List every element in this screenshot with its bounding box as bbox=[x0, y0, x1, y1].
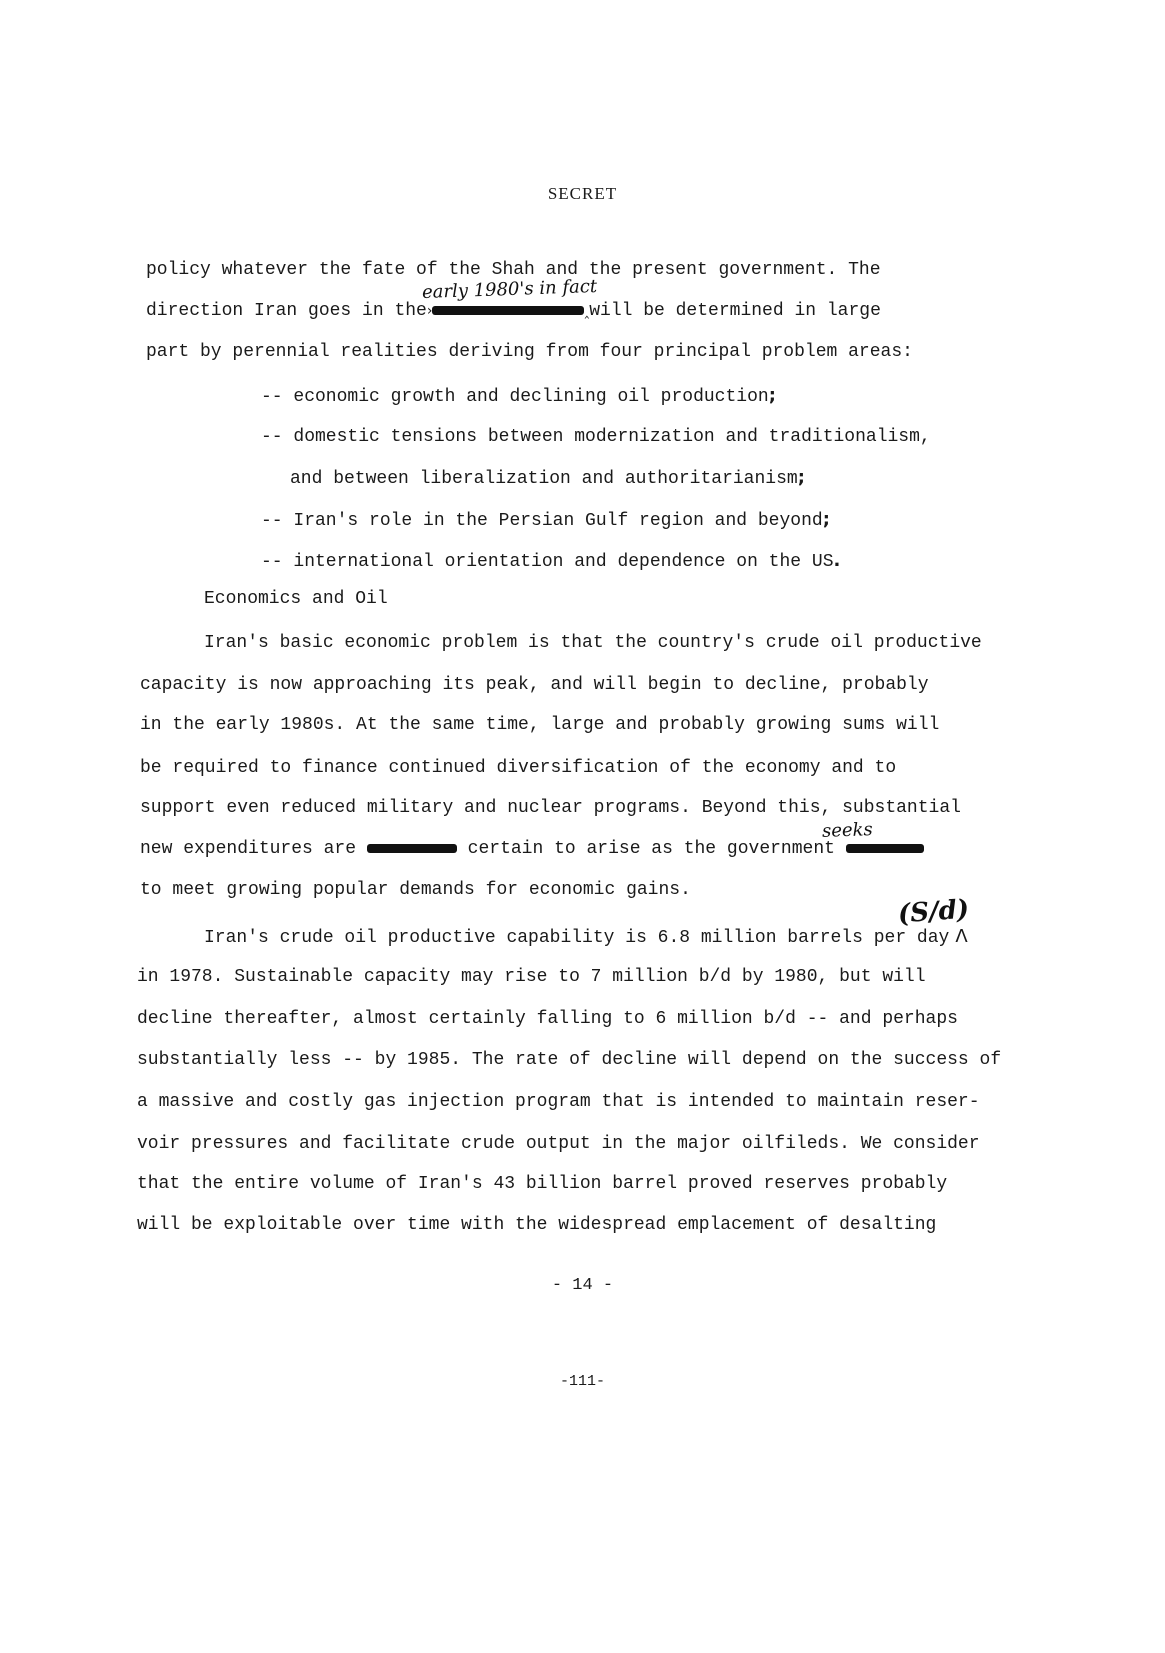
paragraph-1-line: support even reduced military and nuclear programs. Beyond this, substantial bbox=[140, 798, 961, 818]
classification-header: SECRET bbox=[547, 184, 618, 203]
handwritten-classification-mark: (S/d) bbox=[897, 894, 971, 930]
paragraph-1-line: be required to finance continued diversification of the economy and to bbox=[140, 758, 897, 778]
intro-line-2-end: will be determined in large bbox=[589, 301, 881, 321]
insertion-caret-icon: › bbox=[426, 303, 433, 319]
paragraph-2-line: Iran's crude oil productive capability is 6.8 million barrels per day Λ bbox=[204, 926, 968, 948]
list-item: -- domestic tensions between modernization and traditionalism, bbox=[261, 427, 931, 447]
paragraph-1-line: to meet growing popular demands for economic gains. bbox=[140, 880, 691, 900]
paragraph-2-line: that the entire volume of Iran's 43 billion barrel proved reserves probably bbox=[137, 1174, 948, 1194]
paragraph-2-line: voir pressures and facilitate crude output in the major oilfileds. We consider bbox=[137, 1134, 980, 1154]
paragraph-1-line: new expenditures are certain to arise as the government bbox=[140, 838, 924, 860]
paragraph-2-line: will be exploitable over time with the widespread emplacement of desalting bbox=[137, 1215, 937, 1235]
redaction-strike bbox=[846, 844, 924, 853]
redaction-strike bbox=[432, 306, 584, 315]
insertion-caret-icon: ‸ bbox=[584, 303, 590, 319]
paragraph-2-line: a massive and costly gas injection program that is intended to maintain reser- bbox=[137, 1092, 980, 1112]
paragraph-2-line: in 1978. Sustainable capacity may rise to 7 million b/d by 1980, but will bbox=[137, 967, 926, 987]
intro-line-1: policy whatever the fate of the Shah and the present government. The bbox=[146, 260, 881, 280]
list-item-continuation: and between liberalization and authoritarianism; bbox=[290, 467, 805, 489]
paragraph-2-line: decline thereafter, almost certainly falling to 6 million b/d -- and perhaps bbox=[137, 1009, 958, 1029]
paragraph-1-line: Iran's basic economic problem is that the country's crude oil productive bbox=[204, 633, 982, 653]
list-item: -- international orientation and dependence on the US. bbox=[261, 550, 841, 572]
list-item: -- economic growth and declining oil production; bbox=[261, 385, 776, 407]
list-item: -- Iran's role in the Persian Gulf region and beyond; bbox=[261, 509, 830, 531]
handwritten-insert-early-1980s: early 1980's in fact bbox=[421, 275, 598, 304]
intro-line-2 bbox=[146, 300, 881, 322]
redaction-strike bbox=[367, 844, 457, 853]
paragraph-1-line: in the early 1980s. At the same time, large and probably growing sums will bbox=[140, 715, 940, 735]
handwritten-insert-seeks: seeks bbox=[821, 819, 874, 842]
insertion-caret-icon: Λ bbox=[955, 926, 968, 947]
paragraph-1-line: capacity is now approaching its peak, and will begin to decline, probably bbox=[140, 675, 929, 695]
paragraph-2-line: substantially less -- by 1985. The rate of decline will depend on the success of bbox=[137, 1050, 1002, 1070]
page-number: - 14 - bbox=[551, 1276, 614, 1295]
archive-page-number: -111- bbox=[559, 1373, 605, 1390]
intro-line-3: part by perennial realities deriving from four principal problem areas: bbox=[146, 342, 913, 362]
section-heading: Economics and Oil bbox=[204, 589, 388, 609]
intro-line-2-start: direction Iran goes in the bbox=[146, 301, 427, 321]
